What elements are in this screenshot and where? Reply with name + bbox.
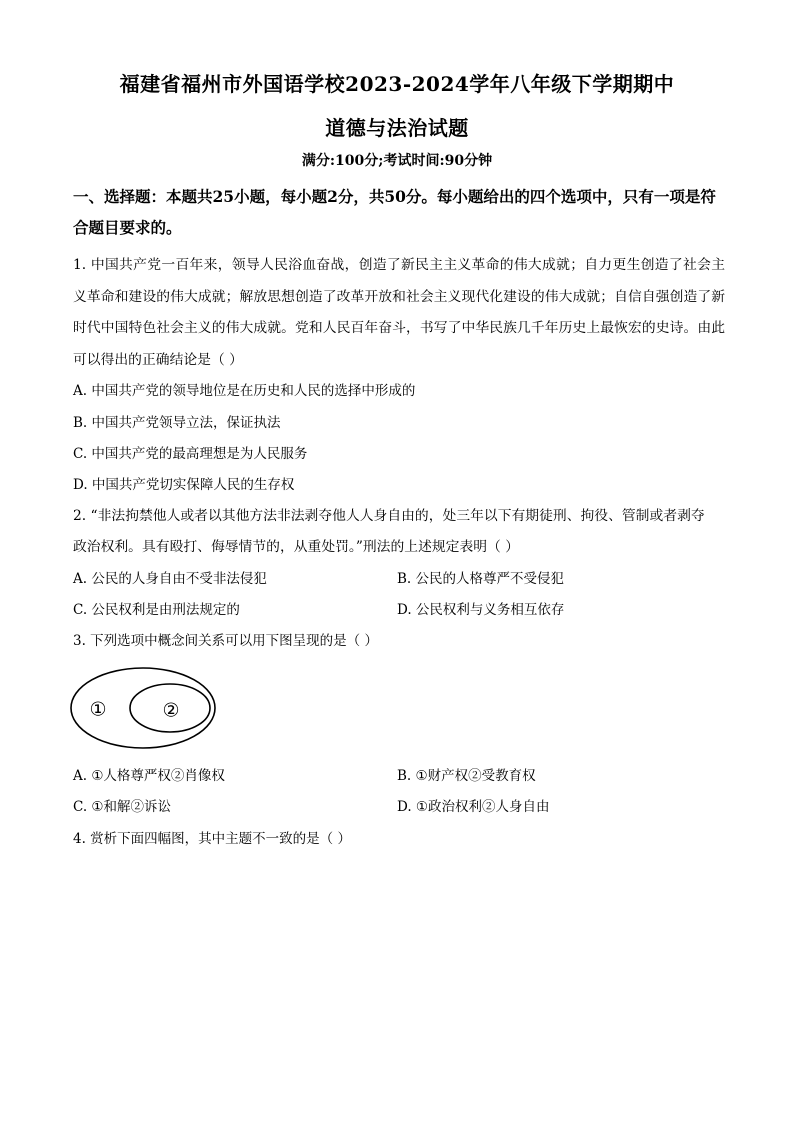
question-1-option-d: D. 中国共产党切实保障人民的生存权	[73, 477, 295, 493]
question-2-option-b: B. 公民的人格尊严不受侵犯	[397, 571, 565, 587]
question-2-option-c: C. 公民权利是由刑法规定的	[73, 602, 240, 618]
exam-info: 满分:100分;考试时间:90分钟	[301, 153, 493, 169]
question-1-option-b: B. 中国共产党领导立法，保证执法	[73, 415, 281, 431]
question-4-stem: 4. 赏析下面四幅图，其中主题不一致的是（ ）	[73, 831, 351, 847]
inner-label: ②	[162, 699, 180, 722]
venn-diagram	[68, 666, 220, 758]
nested-ellipse-diagram	[68, 666, 220, 754]
question-1-option-c: C. 中国共产党的最高理想是为人民服务	[73, 446, 308, 462]
question-3-option-b: B. ①财产权②受教育权	[397, 768, 536, 784]
question-1-option-a: A. 中国共产党的领导地位是在历史和人民的选择中形成的	[73, 383, 416, 399]
question-2-stem-line2: 政治权利。具有殴打、侮辱情节的，从重处罚。”刑法的上述规定表明（ ）	[73, 539, 520, 555]
question-2-option-d: D. 公民权利与义务相互依存	[397, 602, 565, 618]
question-2-stem-line1: 2. “非法拘禁他人或者以其他方法非法剥夺他人人身自由的，处三年以下有期徒刑、拘役、管制或者剥夺	[73, 508, 705, 524]
question-3-option-a: A. ①人格尊严权②肖像权	[73, 768, 225, 784]
question-3-option-c: C. ①和解②诉讼	[73, 799, 172, 815]
question-3-option-d: D. ①政治权利②人身自由	[397, 799, 550, 815]
question-3-stem: 3. 下列选项中概念间关系可以用下图呈现的是（ ）	[73, 633, 378, 649]
question-2-option-a: A. 公民的人身自由不受非法侵犯	[73, 571, 267, 587]
outer-label: ①	[89, 698, 107, 721]
question-1-stem: 1. 中国共产党一百年来，领导人民浴血奋战，创造了新民主主义革命的伟大成就；自力更生创造了社会主义革命和建设的伟大成就；解放思想创造了改革开放和社会主义现代化建设的伟大成就；自信自强创造了新时代中国特色社会主义的伟大成就。党和人民百年奋斗，书写了中华民族几千年历史上最恢宏的史诗。由此可以得出的正确结论是（ ）	[73, 257, 725, 368]
exam-title: 福建省福州市外国语学校2023-2024学年八年级下学期期中	[119, 72, 675, 96]
exam-subject-title: 道德与法治试题	[325, 116, 469, 140]
section-heading: 一、选择题：本题共25小题，每小题2分，共50分。每小题给出的四个选项中，只有一项是符合题目要求的。	[73, 187, 716, 237]
